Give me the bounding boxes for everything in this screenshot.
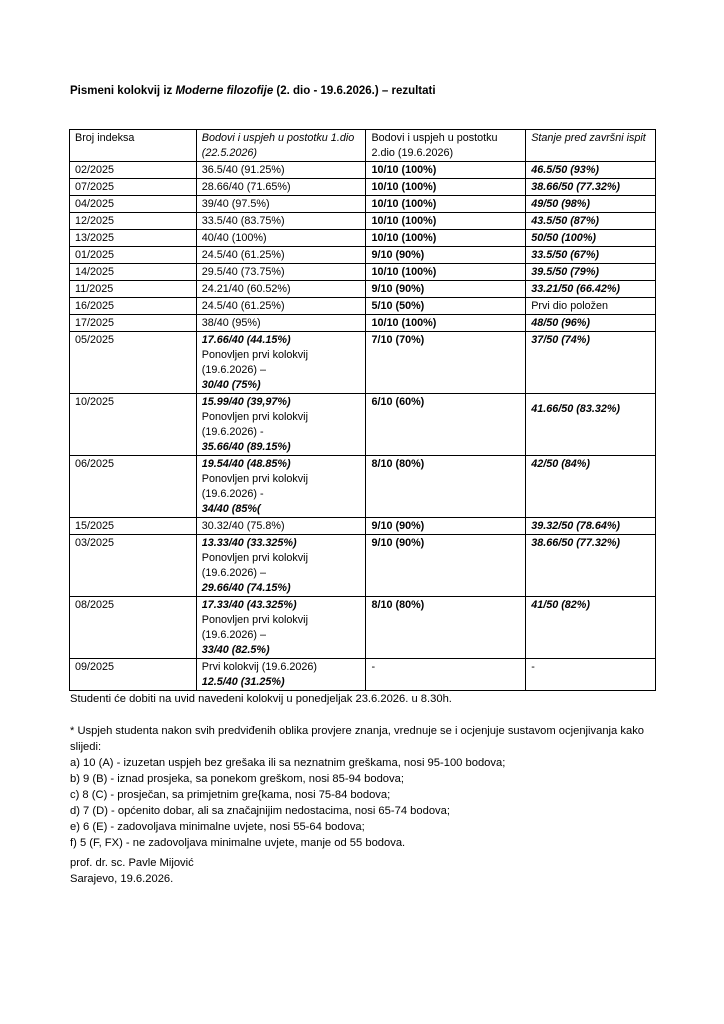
cell-index: 06/2025 [70,456,197,518]
table-row [70,281,656,298]
grading-intro: * Uspjeh studenta nakon svih predviđenih oblika provjere znanja, vrednuje se i ocjenjuje sustavom ocjenjivanja kako [70,725,645,737]
table-row [70,264,656,281]
cell-index: 10/2025 [70,394,197,456]
table-row [70,298,656,315]
cell-part1: 39/40 (97.5%) [196,196,366,213]
cell-part2: 9/10 (90%) [366,518,526,535]
retake-label: Ponovljen prvi kolokvij [201,614,308,626]
table-row [70,213,656,230]
cell-index: 12/2025 [70,213,197,230]
document-title [70,85,436,97]
table-row [70,179,656,196]
table-row [70,597,656,659]
table-row [70,315,656,332]
cell-index: 14/2025 [70,264,197,281]
cell-final: 41/50 (82%) [526,597,656,659]
cell-final: 38.66/50 (77.32%) [526,535,656,597]
cell-final: 46.5/50 (93%) [526,162,656,179]
retake-date: (19.6.2026) – [201,567,266,579]
table-body [70,162,656,691]
cell-part1 [196,332,366,394]
cell-part1: 24.5/40 (61.25%) [196,298,366,315]
cell-final: 48/50 (96%) [526,315,656,332]
retake-label: Ponovljen prvi kolokvij [201,552,308,564]
grade-item: e) 6 (E) - zadovoljava minimalne uvjete, nosi 55-64 bodova; [70,821,365,833]
cell-part2: 8/10 (80%) [366,597,526,659]
table-row [70,162,656,179]
cell-index: 08/2025 [70,597,197,659]
cell-index: 13/2025 [70,230,197,247]
cell-index: 03/2025 [70,535,197,597]
cell-part2: 8/10 (80%) [366,456,526,518]
cell-part1: 29.5/40 (73.75%) [196,264,366,281]
cell-part2: 9/10 (90%) [366,535,526,597]
cell-final: 39.5/50 (79%) [526,264,656,281]
first-attempt-score: 15.99/40 (39,97%) [201,396,291,408]
first-attempt-score: 17.66/40 (44.15%) [201,334,291,346]
grade-item: f) 5 (F, FX) - ne zadovoljava minimalne uvjete, manje od 55 bodova. [70,837,406,849]
cell-index: 07/2025 [70,179,197,196]
retake-score: 34/40 (85%( [201,503,261,515]
title-course: Moderne filozofije [175,85,274,97]
title-prefix: Pismeni kolokvij iz [70,85,176,97]
cell-final: 49/50 (98%) [526,196,656,213]
table-row [70,230,656,247]
first-attempt-score: 12.5/40 (31.25%) [201,676,285,688]
cell-part2: 7/10 (70%) [366,332,526,394]
cell-index: 05/2025 [70,332,197,394]
cell-index: 02/2025 [70,162,197,179]
retake-date: (19.6.2026) - [201,488,264,500]
cell-part2: 10/10 (100%) [366,162,526,179]
cell-index: 11/2025 [70,281,197,298]
retake-score: 35.66/40 (89.15%) [201,441,291,453]
grade-item: a) 10 (A) - izuzetan uspjeh bez grešaka ili sa neznatnim greškama, nosi 95-100 bodova; [70,757,506,769]
header-final: Stanje pred završni ispit [526,130,656,162]
grade-item: c) 8 (C) - prosječan, sa primjetnim gre{kama, nosi 75-84 bodova; [70,789,391,801]
table-row [70,394,656,456]
cell-index: 17/2025 [70,315,197,332]
cell-part2: 10/10 (100%) [366,230,526,247]
cell-final: 33.5/50 (67%) [526,247,656,264]
cell-part1 [196,394,366,456]
first-attempt-score: 19.54/40 (48.85%) [201,458,291,470]
retake-date: (19.6.2026) – [201,364,266,376]
cell-index: 16/2025 [70,298,197,315]
title-suffix: (2. dio - 19.6.2026.) – rezultati [273,85,436,97]
table-row [70,456,656,518]
cell-index: 09/2025 [70,659,197,691]
cell-part2: - [366,659,526,691]
grading-intro-cont: slijedi: [70,741,102,753]
results-table [69,129,656,691]
cell-part1: 30.32/40 (75.8%) [196,518,366,535]
cell-part1: 33.5/40 (83.75%) [196,213,366,230]
cell-part2: 5/10 (50%) [366,298,526,315]
cell-final: 39.32/50 (78.64%) [526,518,656,535]
signature-block [70,855,194,887]
table-row [70,518,656,535]
cell-part1: 36.5/40 (91.25%) [196,162,366,179]
cell-part2: 9/10 (90%) [366,247,526,264]
cell-part2: 6/10 (60%) [366,394,526,456]
cell-final: 43.5/50 (87%) [526,213,656,230]
cell-part2: 10/10 (100%) [366,196,526,213]
header-part1: Bodovi i uspjeh u postotku 1.dio (22.5.2026) [196,130,366,162]
signature-name: prof. dr. sc. Pavle Mijović [70,857,194,869]
cell-index: 15/2025 [70,518,197,535]
retake-score: 30/40 (75%) [201,379,261,391]
table-row [70,535,656,597]
cell-part1: 24.21/40 (60.52%) [196,281,366,298]
retake-label: Ponovljen prvi kolokvij [201,411,308,423]
retake-score: 33/40 (82.5%) [201,644,270,656]
cell-part2: 10/10 (100%) [366,315,526,332]
cell-final: 33.21/50 (66.42%) [526,281,656,298]
cell-final: 38.66/50 (77.32%) [526,179,656,196]
table-row [70,659,656,691]
retake-date: (19.6.2026) - [201,426,264,438]
cell-part1: 38/40 (95%) [196,315,366,332]
table-row [70,332,656,394]
cell-part1: 24.5/40 (61.25%) [196,247,366,264]
table-header-row [70,130,656,162]
signature-place-date: Sarajevo, 19.6.2026. [70,873,174,885]
retake-score: 29.66/40 (74.15%) [201,582,291,594]
grading-scale [70,723,660,851]
cell-part1: 28.66/40 (71.65%) [196,179,366,196]
cell-part1 [196,597,366,659]
cell-index: 01/2025 [70,247,197,264]
table-row [70,247,656,264]
table-row [70,196,656,213]
cell-index: 04/2025 [70,196,197,213]
cell-part2: 9/10 (90%) [366,281,526,298]
cell-final: - [526,659,656,691]
cell-part1 [196,659,366,691]
cell-final: Prvi dio položen [526,298,656,315]
cell-part2: 10/10 (100%) [366,213,526,230]
header-part2: Bodovi i uspjeh u postotku 2.dio (19.6.2026) [366,130,526,162]
grade-item: d) 7 (D) - općenito dobar, ali sa značajnijim nedostacima, nosi 65-74 bodova; [70,805,450,817]
first-attempt-score: 13.33/40 (33.325%) [201,537,297,549]
cell-final: 37/50 (74%) [526,332,656,394]
first-attempt-score: 17.33/40 (43.325%) [201,599,297,611]
first-attempt-label: Prvi kolokvij (19.6.2026) [201,661,317,673]
retake-label: Ponovljen prvi kolokvij [201,473,308,485]
cell-part1: 40/40 (100%) [196,230,366,247]
cell-part2: 10/10 (100%) [366,264,526,281]
review-note: Studenti će dobiti na uvid navedeni kolokvij u ponedjeljak 23.6.2026. u 8.30h. [70,693,452,705]
header-index: Broj indeksa [70,130,197,162]
cell-final: 41.66/50 (83.32%) [526,394,656,456]
retake-date: (19.6.2026) – [201,629,266,641]
cell-final: 50/50 (100%) [526,230,656,247]
grade-item: b) 9 (B) - iznad prosjeka, sa ponekom greškom, nosi 85-94 bodova; [70,773,404,785]
cell-final: 42/50 (84%) [526,456,656,518]
cell-part2: 10/10 (100%) [366,179,526,196]
cell-part1 [196,456,366,518]
retake-label: Ponovljen prvi kolokvij [201,349,308,361]
cell-part1 [196,535,366,597]
